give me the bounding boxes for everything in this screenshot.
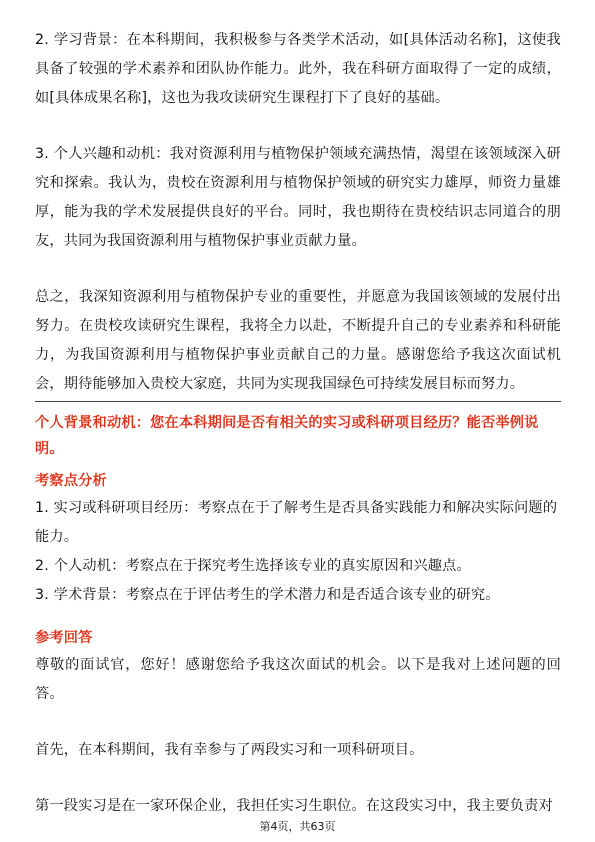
answer-intro: 尊敬的面试官，您好！感谢您给予我这次面试的机会。以下是我对上述问题的回答。 (35, 657, 561, 702)
interview-question: 个人背景和动机：您在本科期间是否有相关的实习或科研项目经历？能否举例说明。 (35, 415, 539, 457)
paragraph-interest-motivation: 3. 个人兴趣和动机：我对资源利用与植物保护领域充满热情，渴望在该领域深入研究和探索。我认为，贵校在资源利用与植物保护领域的研究实力雄厚，师资力量雄厚，能为我的学术发展提供良好的平台。同时，我也期待在贵校结识志同道合的朋友，共同为我国资源利用与植物保护事业贡献力量。 (35, 146, 561, 249)
paragraph-summary: 总之，我深知资源利用与植物保护专业的重要性，并愿意为我国该领域的发展付出努力。在贵校攻读研究生课程，我将全力以赴，不断提升自己的专业素养和科研能力，为我国资源利用与植物保护事业贡献自己的力量。感谢您给予我这次面试机会，期待能够加入贵校大家庭，共同为实现我国绿色可持续发展目标而努力。 (35, 289, 561, 392)
analysis-heading: 考察点分析 (35, 473, 107, 489)
paragraph-study-background: 2. 学习背景：在本科期间，我积极参与各类学术活动，如[具体活动名称]，这使我具备了较强的学术素养和团队协作能力。此外，我在科研方面取得了一定的成绩，如[具体成果名称]，这也为我攻读研究生课程打下了良好的基础。 (35, 32, 561, 106)
page-number: 第4页，共63页 (259, 820, 336, 833)
analysis-item-2: 2. 个人动机：考察点在于探究考生选择该专业的真实原因和兴趣点。 (35, 558, 471, 574)
analysis-item-1: 1. 实习或科研项目经历：考察点在于了解考生是否具备实践能力和解决实际问题的能力。 (35, 500, 558, 545)
answer-internship: 第一段实习是在一家环保企业，我担任实习生职位。在这段实习中，我主要负责对 (35, 798, 553, 814)
document-page (35, 26, 561, 821)
answer-heading: 参考回答 (35, 630, 93, 646)
analysis-item-3: 3. 学术背景：考察点在于评估考生的学术潜力和是否适合该专业的研究。 (35, 587, 500, 603)
section-divider (35, 401, 561, 402)
answer-first: 首先，在本科期间，我有幸参与了两段实习和一项科研项目。 (35, 742, 424, 758)
